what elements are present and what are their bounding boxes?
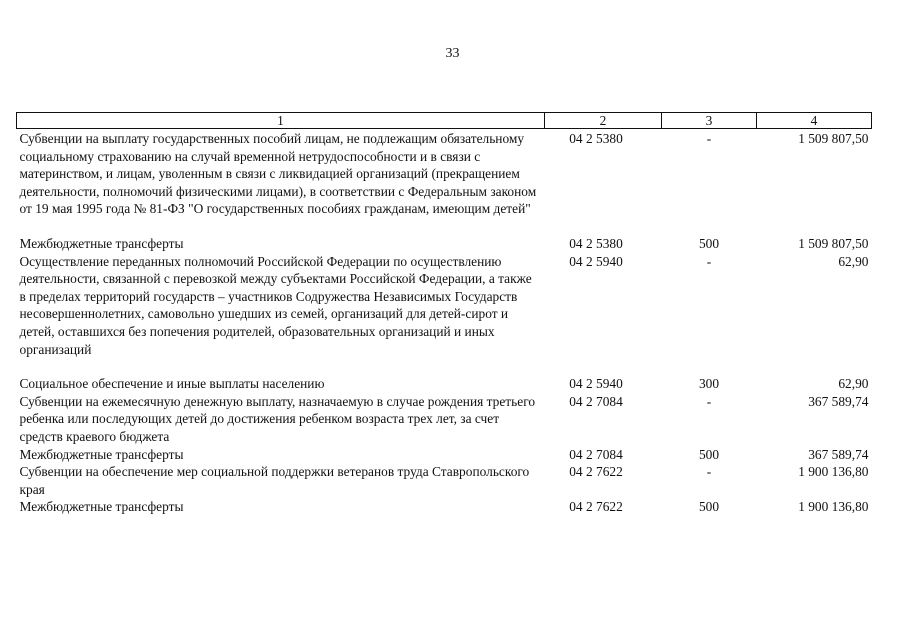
header-col-3: 3 [662, 113, 757, 129]
row-type: 300 [698, 376, 720, 392]
header-col-4: 4 [757, 113, 872, 129]
row-code: 04 2 5380 [569, 131, 623, 146]
row-amount: 1 900 136,80 [798, 499, 869, 515]
row-name: Межбюджетные трансферты [19, 235, 184, 251]
row-name: Межбюджетные трансферты [19, 446, 184, 462]
row-name: Субвенции на обеспечение мер социальной поддержки ветеранов труда Ставропольского края [19, 464, 530, 497]
page-number: 33 [445, 46, 460, 61]
row-amount: 1 509 807,50 [798, 131, 869, 146]
table-row [17, 463, 872, 498]
row-amount: 1 509 807,50 [798, 235, 869, 251]
table-row [17, 446, 872, 464]
row-type: - [706, 464, 712, 480]
row-amount: 1 900 136,80 [798, 464, 869, 480]
row-type: 500 [698, 499, 720, 515]
row-amount: 62,90 [838, 376, 869, 392]
table-row [17, 129, 872, 235]
table-row [17, 393, 872, 446]
row-type: - [706, 253, 712, 269]
row-amount: 62,90 [838, 253, 869, 269]
row-code: 04 2 7084 [569, 393, 623, 409]
header-col-1: 1 [17, 113, 545, 129]
row-type: 500 [698, 446, 720, 462]
row-name: Социальное обеспечение и иные выплаты населению [19, 376, 325, 392]
row-code: 04 2 5940 [569, 253, 623, 269]
row-name: Субвенции на ежемесячную денежную выплату, назначаемую в случае рождения третьего ребенка или последующих детей до достижения ребенком возраста трех лет, за счет средств краевого бюджета [19, 393, 536, 444]
table-row [17, 498, 872, 516]
row-code: 04 2 7622 [569, 464, 623, 480]
row-name: Осуществление переданных полномочий Российской Федерации по осуществлению деятельности, связанной с перевозкой между субъектами Российской Федерации, а также в пределах территорий государств – участников Содружества Независимых Государств несовершеннолетних, самовольно ушедших из семей, организаций для детей-сирот и детей, оставшихся без попечения родителей, образовательных организаций и иных организаций [19, 253, 532, 357]
header-col-2: 2 [545, 113, 662, 129]
table-row [17, 235, 872, 253]
table-row [17, 375, 872, 393]
row-name: Межбюджетные трансферты [19, 499, 184, 515]
row-type: 500 [698, 235, 720, 251]
row-name: Субвенции на выплату государственных пособий лицам, не подлежащим обязательному социальному страхованию на случай временной нетрудоспособности и в связи с материнством, и лицам, уволенным в связи с ликвидацией организаций (прекращением деятельности, полномочий физическими лицами), в соответствии с Федеральным законом от 19 мая 1995 года № 81-ФЗ "О государственных пособиях гражданам, имеющим детей" [19, 131, 537, 217]
budget-table [16, 112, 872, 516]
table-row [17, 253, 872, 376]
row-code: 04 2 7622 [569, 499, 623, 515]
row-amount: 367 589,74 [808, 446, 869, 462]
row-type: - [706, 131, 712, 146]
table-header-row [17, 113, 872, 129]
row-code: 04 2 5380 [569, 235, 623, 251]
row-code: 04 2 7084 [569, 446, 623, 462]
row-code: 04 2 5940 [569, 376, 623, 392]
row-type: - [706, 393, 712, 409]
row-amount: 367 589,74 [808, 393, 869, 409]
